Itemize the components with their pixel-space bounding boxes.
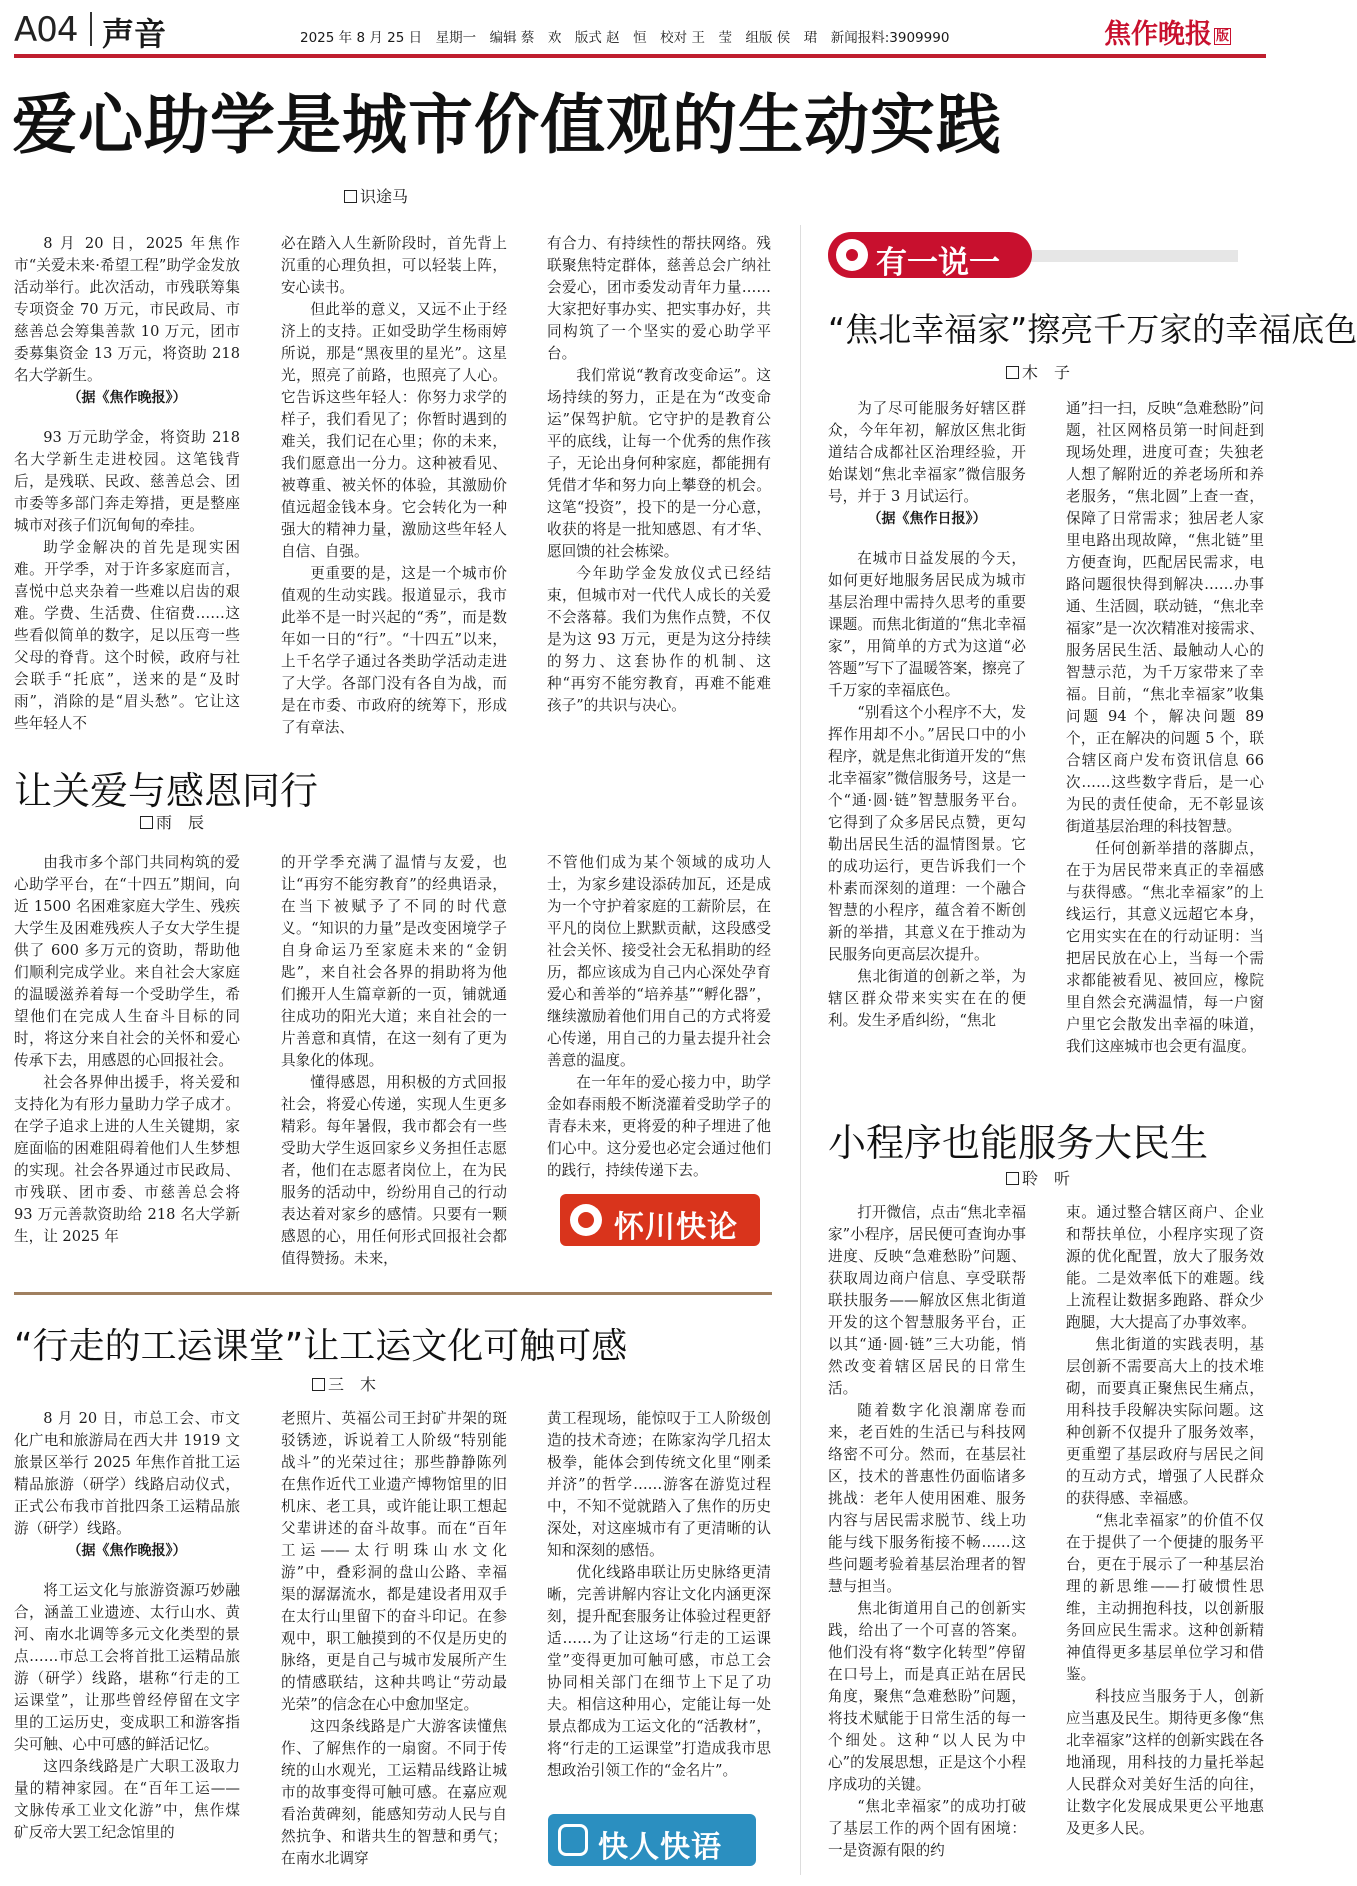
care-paragraph: 的开学季充满了温情与友爱，也让“再穷不能穷教育”的经典语录，在当下被赋予了不同的时代意义。“知识的力量”是改变困境学子自身命运乃至家庭未来的“金钥匙”，来自社会各界的捐助将为他们搬开人生篇章新的一页，铺就通往成功的阳光大道；来自社会的一片善意和真情，在这一刻有了更为具象化的体现。 bbox=[281, 854, 507, 1069]
page-number: A04 bbox=[14, 10, 78, 50]
care-headline: 让关爱与感恩同行 bbox=[14, 769, 319, 813]
care-column-1 bbox=[14, 852, 240, 1248]
main-paragraph: 助学金解决的首先是现实困难。开学季，对于许多家庭而言，喜悦中总夹杂着一些难以启齿的艰难。学费、生活费、住宿费……这些看似简单的数字，足以压弯一些父母的脊背。这个时候，政府与社会联手“托底”，送来的是“及时雨”，消除的是“眉头愁”。它让这些年轻人不 bbox=[14, 539, 240, 732]
byline-box-icon bbox=[140, 816, 153, 829]
main-paragraph: 我们常说“教育改变命运”。这场持续的努力，正是在为“改变命运”保驾护航。它守护的是教育公平的底线，让每一个优秀的焦作孩子，无论出身何种家庭，都能拥有凭借才华和努力向上攀登的机会。这笔“投资”，投下的是一分心意，收获的将是一批知感恩、有才华、愿回馈的社会栋梁。 bbox=[547, 367, 771, 560]
yishuoyi-paragraph: 在城市日益发展的今天，如何更好地服务居民成为城市基层治理中需持久思考的重要课题。而焦北街道的“焦北幸福家”，用简单的方式为这道“必答题”写下了温暖答案，擦亮了千万家的幸福底色。 bbox=[828, 550, 1026, 699]
yishuoyi-paragraph: 通”扫一扫，反映“急难愁盼”问题，社区网格员第一时间赶到现场处理，进度可查；失独老人想了解附近的养老场所和养老服务，“焦北圆”上查一查，保障了日常需求；独居老人家里电路出现故障，“焦北链”里方便查询，匹配居民需求，电路问题很快得到解决……办事通、生活圆，联动链，“焦北幸福家”是一次次精准对接需求、服务居民生活、最触动人心的智慧示范，为千万家带来了幸福。目前，“焦北幸福家”收集问题 94 个，解决问题 89 个，正在解决的问题 5 个，联合辖区商户发布资讯信息 66 次……这些数字背后，是一心为民的责任使命，无不彰显该街道基层治理的科技智慧。 bbox=[1066, 400, 1264, 835]
main-paragraph: 有合力、有持续性的帮扶网络。残联聚焦特定群体，慈善总会广纳社会爱心，团市委发动青年力量……大家把好事办实、把实事办好，共同构筑了一个坚实的爱心助学平台。 bbox=[547, 235, 771, 362]
newspaper-name-suffix: 版 bbox=[1216, 29, 1230, 44]
xcx-paragraph: 束。通过整合辖区商户、企业和帮扶单位，小程序实现了资源的优化配置，放大了服务效能。二是效率低下的难题。线上流程让数据多跑路、群众少跑腿，大大提高了办事效率。 bbox=[1066, 1204, 1264, 1331]
care-column-2 bbox=[281, 852, 507, 1267]
care-paragraph: 社会各界伸出援手，将关爱和支持化为有形力量助力学子成才。在学子追求上进的人生关键期，家庭面临的困难阻碍着他们人生梦想的实现。社会各界通过市民政局、市残联、团市委、市慈善总会将 93 万元善款资助给 218 名大学新生，让 2025 年 bbox=[14, 1074, 240, 1245]
xcx-author: 聆 听 bbox=[1022, 1169, 1071, 1188]
walk-source: （据《焦作晚报》） bbox=[67, 1543, 187, 1559]
header-rule bbox=[14, 54, 1266, 58]
yishuoyi-source: （据《焦作日报》） bbox=[867, 511, 987, 527]
main-lead: 8 月 20 日，2025 年焦作市“关爱未来·希望工程”助学金发放活动举行。此次活动，市残联筹集专项资金 70 万元，市民政局、市慈善总会筹集善款 10 万元，团市委募集资金 13 万元，将资助 218 名大学新生。 bbox=[14, 235, 240, 384]
main-column-3 bbox=[547, 233, 771, 735]
xcx-paragraph: 焦北街道用自己的创新实践，给出了一个可喜的答案。他们没有将“数字化转型”停留在口号上，而是真正站在居民角度，聚焦“急难愁盼”问题，将技术赋能于日常生活的每一个细处。这种“以人民为中心”的发展思想，正是这个小程序成功的关键。 bbox=[828, 1600, 1026, 1793]
yishuoyi-column-2 bbox=[1066, 398, 1264, 1082]
section-divider bbox=[14, 1292, 772, 1295]
section-name: 声音 bbox=[102, 15, 167, 53]
yishuoyi-byline bbox=[1006, 360, 1070, 383]
kuairen-label: 快人快语 bbox=[598, 1830, 722, 1865]
walk-paragraph: 将工运文化与旅游资源巧妙融合，涵盖工业遗迹、太行山水、黄河、南水北调等多元文化类型的景点……市总工会将首批工运精品旅游（研学）线路，堪称“行走的工运课堂”，让那些曾经停留在文字里的工运历史，变成职工和游客指尖可触、心中可感的鲜活记忆。 bbox=[14, 1582, 240, 1753]
main-paragraph: 更重要的是，这是一个城市价值观的生动实践。报道显示，我市此举不是一时兴起的“秀”，而是数年如一日的“行”。“十四五”以来，上千名学子通过各类助学活动走进了大学。各部门没有各自为战，而是在市委、市政府的统筹下，形成了有章法、 bbox=[281, 565, 507, 736]
main-column-2 bbox=[281, 233, 507, 735]
xcx-byline bbox=[1006, 1166, 1070, 1189]
walk-paragraph: 优化线路串联让历史脉络更清晰，完善讲解内容让文化内涵更深刻，提升配套服务让体验过程更舒适……为了让这场“行走的工运课堂”变得更加可触可感，市总工会协同相关部门在细节上下足了功夫。相信这种用心，定能让每一处景点都成为工运文化的“活教材”，将“行走的工运课堂”打造成我市思想政治引领工作的“金名片”。 bbox=[547, 1564, 771, 1779]
care-paragraph: 在一年年的爱心接力中，助学金如春雨般不断浇灌着受助学子的青春未来，更将爱的种子埋进了他们心中。这分爱也必定会通过他们的践行，持续传递下去。 bbox=[547, 1074, 771, 1179]
flower-center-icon bbox=[846, 249, 858, 261]
main-byline bbox=[344, 184, 408, 207]
walk-column-2 bbox=[281, 1408, 507, 1878]
main-paragraph: 但此举的意义，又远不止于经济上的支持。正如受助学生杨雨婷所说，那是“黑夜里的星光”。这星光，照亮了前路，也照亮了人心。它告诉这些年轻人：你努力求学的样子，我们看见了；你暂时遇到的难关，我们记在心里；你的未来，我们愿意出一分力。这种被看见、被尊重、被关怀的体验，其激励价值远超金钱本身。它会转化为一种强大的精神力量，激励这些年轻人自信、自强。 bbox=[281, 301, 507, 560]
byline-box-icon bbox=[312, 1378, 325, 1391]
walk-paragraph: 这四条线路是广大游客读懂焦作、了解焦作的一扇窗。不同于传统的山水观光，工运精品线路让城市的故事变得可触可感。在嘉应观看治黄碑刻，能感知劳动人民与自然抗争、和谐共生的智慧和勇气；在南水北调穿 bbox=[281, 1718, 507, 1867]
care-paragraph: 懂得感恩，用积极的方式回报社会，将爱心传递，实现人生更多精彩。每年暑假，我市都会有一些受助大学生返回家乡义务担任志愿者，他们在志愿者岗位上，在为民服务的活动中，纷纷用自己的行动表达着对家乡的感情。只要有一颗感恩的心，用任何形式回报社会都值得赞扬。未来， bbox=[281, 1074, 507, 1267]
xcx-headline: 小程序也能服务大民生 bbox=[828, 1121, 1209, 1165]
main-headline: 爱心助学是城市价值观的生动实践 bbox=[12, 88, 1003, 163]
newspaper-name: 焦作晚报 bbox=[1104, 19, 1212, 50]
byline-box-icon bbox=[1006, 1172, 1019, 1185]
xcx-column-1 bbox=[828, 1202, 1026, 1878]
care-author: 雨 辰 bbox=[156, 813, 205, 832]
swirl-inner-icon bbox=[578, 1212, 594, 1228]
column-divider bbox=[800, 225, 801, 1875]
walk-headline: “行走的工运课堂”让工运文化可触可感 bbox=[14, 1326, 628, 1367]
yishuoyi-paragraph: 焦北街道的创新之举，为辖区群众带来实实在在的便利。发生矛盾纠纷，“焦北 bbox=[828, 968, 1026, 1029]
xcx-paragraph: “焦北幸福家”的成功打破了基层工作的两个固有困境：一是资源有限的约 bbox=[828, 1798, 1026, 1859]
kuailun-logo bbox=[560, 1194, 760, 1246]
byline-box-icon bbox=[1006, 366, 1019, 379]
header-divider bbox=[90, 12, 92, 46]
care-column-3 bbox=[547, 852, 771, 1179]
walk-author: 三 木 bbox=[328, 1375, 377, 1394]
yishuoyi-lead: 为了尽可能服务好辖区群众，今年年初，解放区焦北街道结合成都社区治理经验，开始谋划“焦北幸福家”微信服务号，并于 3 月试运行。 bbox=[828, 400, 1026, 505]
main-author: 识途马 bbox=[360, 187, 409, 206]
newspaper-logo bbox=[1104, 12, 1231, 51]
yishuoyi-paragraph: 任何创新举措的落脚点，在于为居民带来真正的幸福感与获得感。“焦北幸福家”的上线运行，其意义远超它本身，它用实实在在的行动证明：当把居民放在心上，当每一个需求都能被看见、被回应，橡院里自然会充满温情，每一户窗户里它会散发出幸福的味道，我们这座城市也会更有温度。 bbox=[1066, 840, 1264, 1055]
kuailun-label: 怀川快论 bbox=[614, 1210, 738, 1245]
yishuoyi-headline: “焦北幸福家”擦亮千万家的幸福底色 bbox=[828, 310, 1357, 349]
main-paragraph: 93 万元助学金，将资助 218 名大学新生走进校园。这笔钱背后，是残联、民政、慈善总会、团市委等多部门奔走筹措，更是整座城市对孩子们沉甸甸的牵挂。 bbox=[14, 429, 240, 534]
walk-lead: 8 月 20 日，市总工会、市文化广电和旅游局在西大井 1919 文旅景区举行 2025 年焦作首批工运精品旅游（研学）线路启动仪式，正式公布我市首批四条工运精品旅游（研学）线路。 bbox=[14, 1410, 240, 1537]
yishuoyi-column-1 bbox=[828, 398, 1026, 1082]
walk-column-1 bbox=[14, 1408, 240, 1878]
header-info: 2025 年 8 月 25 日 星期一 编辑 蔡 欢 版式 赵 恒 校对 王 莹 组版 侯 珺 新闻报料:3909990 bbox=[300, 30, 950, 46]
care-paragraph: 由我市多个部门共同构筑的爱心助学平台，在“十四五”期间，向近 1500 名困难家庭大学生、残疾大学生及困难残疾人子女大学生提供了 600 多万元的资助，帮助他们顺利完成学业。来自社会大家庭的温暖滋养着每一个受助学生，希望他们在完成人生奋斗目标的同时，将这分来自社会的关怀和爱心传承下去，用感恩的心回报社会。 bbox=[14, 854, 240, 1069]
main-source: （据《焦作晚报》） bbox=[67, 390, 187, 406]
walk-paragraph: 老照片、英福公司王封矿井架的斑驳锈迹，诉说着工人阶级“特别能战斗”的光荣过往；那些静静陈列在焦作近代工业遗产博物馆里的旧机床、老工具，或许能让职工想起父辈讲述的奋斗故事。而在“百年工运——太行明珠山水文化游”中，叠彩洞的盘山公路、幸福渠的潺潺流水，都是建设者用双手在太行山里留下的奋斗印记。在参观中，职工触摸到的不仅是历史的脉络，更是自己与城市发展所产生的情感联结，这种共鸣让“劳动最光荣”的信念在心中愈加坚定。 bbox=[281, 1410, 507, 1713]
care-paragraph: 不管他们成为某个领域的成功人士，为家乡建设添砖加瓦，还是成为一个守护着家庭的工薪阶层，在平凡的岗位上默默贡献，这段感受社会关怀、接受社会无私捐助的经历，都应该成为自己内心深处孕育爱心和善举的“培养基”“孵化器”，继续激励着他们用自己的方式将爱心传递，用自己的力量去提升社会善意的温度。 bbox=[547, 854, 771, 1069]
care-byline bbox=[140, 810, 204, 833]
xcx-paragraph: 焦北街道的实践表明，基层创新不需要高大上的技术堆砌，而要真正聚焦民生痛点，用科技手段解决实际问题。这种创新不仅提升了服务效率，更重塑了基层政府与居民之间的互动方式，增强了人民群众的获得感、幸福感。 bbox=[1066, 1336, 1264, 1507]
xcx-paragraph: 打开微信，点击“焦北幸福家”小程序，居民便可查询办事进度、反映“急难愁盼”问题、获取周边商户信息、享受联帮联扶服务——解放区焦北街道开发的这个智慧服务平台，正以其“通·圆·链”三大功能，悄然改变着辖区居民的日常生活。 bbox=[828, 1204, 1026, 1397]
main-paragraph: 必在踏入人生新阶段时，首先背上沉重的心理负担，可以轻装上阵，安心读书。 bbox=[281, 235, 507, 296]
yishuoyi-author: 木 子 bbox=[1022, 363, 1071, 382]
hand-icon bbox=[558, 1824, 588, 1856]
yishuoyi-label: 有一说一 bbox=[876, 245, 1000, 281]
byline-box-icon bbox=[344, 190, 357, 203]
walk-column-3 bbox=[547, 1408, 771, 1804]
kuairen-logo bbox=[548, 1814, 756, 1866]
walk-byline bbox=[312, 1372, 376, 1395]
xcx-paragraph: “焦北幸福家”的价值不仅在于提供了一个便捷的服务平台，更在于展示了一种基层治理的新思维——打破惯性思维，主动拥抱科技，以创新服务回应民生需求。这种创新精神值得更多基层单位学习和借鉴。 bbox=[1066, 1512, 1264, 1683]
xcx-paragraph: 科技应当服务于人，创新应当惠及民生。期待更多像“焦北幸福家”这样的创新实践在各地涌现，用科技的力量托举起人民群众对美好生活的向往，让数字化发展成果更公平地惠及更多人民。 bbox=[1066, 1688, 1264, 1837]
xcx-column-2 bbox=[1066, 1202, 1264, 1878]
yishuoyi-logo bbox=[828, 232, 1032, 281]
walk-paragraph: 黄工程现场，能惊叹于工人阶级创造的技术奇迹；在陈家沟学几招太极拳，能体会到传统文化里“刚柔并济”的哲学……游客在游览过程中，不知不觉就踏入了焦作的历史深处，对这座城市有了更清晰的认知和深刻的感悟。 bbox=[547, 1410, 771, 1559]
walk-paragraph: 这四条线路是广大职工汲取力量的精神家园。在“百年工运——文脉传承工业文化游”中，焦作煤矿反帝大罢工纪念馆里的 bbox=[14, 1758, 240, 1841]
main-column-1 bbox=[14, 233, 240, 735]
main-paragraph: 今年助学金发放仪式已经结束，但城市对一代代人成长的关爱不会落幕。我们为焦作点赞，不仅是为这 93 万元，更是为这分持续的努力、这套协作的机制、这种“再穷不能穷教育，再难不能难孩子”的共识与决心。 bbox=[547, 565, 771, 714]
xcx-paragraph: 随着数字化浪潮席卷而来，老百姓的生活已与科技网络密不可分。然而，在基层社区，技术的普惠性仍面临诸多挑战：老年人使用困难、服务内容与居民需求脱节、线上功能与线下服务衔接不畅……这些问题考验着基层治理者的智慧与担当。 bbox=[828, 1402, 1026, 1595]
yishuoyi-paragraph: “别看这个小程序不大，发挥作用却不小。”居民口中的小程序，就是焦北街道开发的“焦北幸福家”微信服务号，这是一个“通·圆·链”智慧服务平台。它得到了众多居民点赞，更勾勒出居民生活的温情图景。它的成功运行，更告诉我们一个朴素而深刻的道理：一个融合智慧的小程序，蕴含着不断创新的举措，其意义在于推动为民服务向更高层次提升。 bbox=[828, 704, 1026, 963]
